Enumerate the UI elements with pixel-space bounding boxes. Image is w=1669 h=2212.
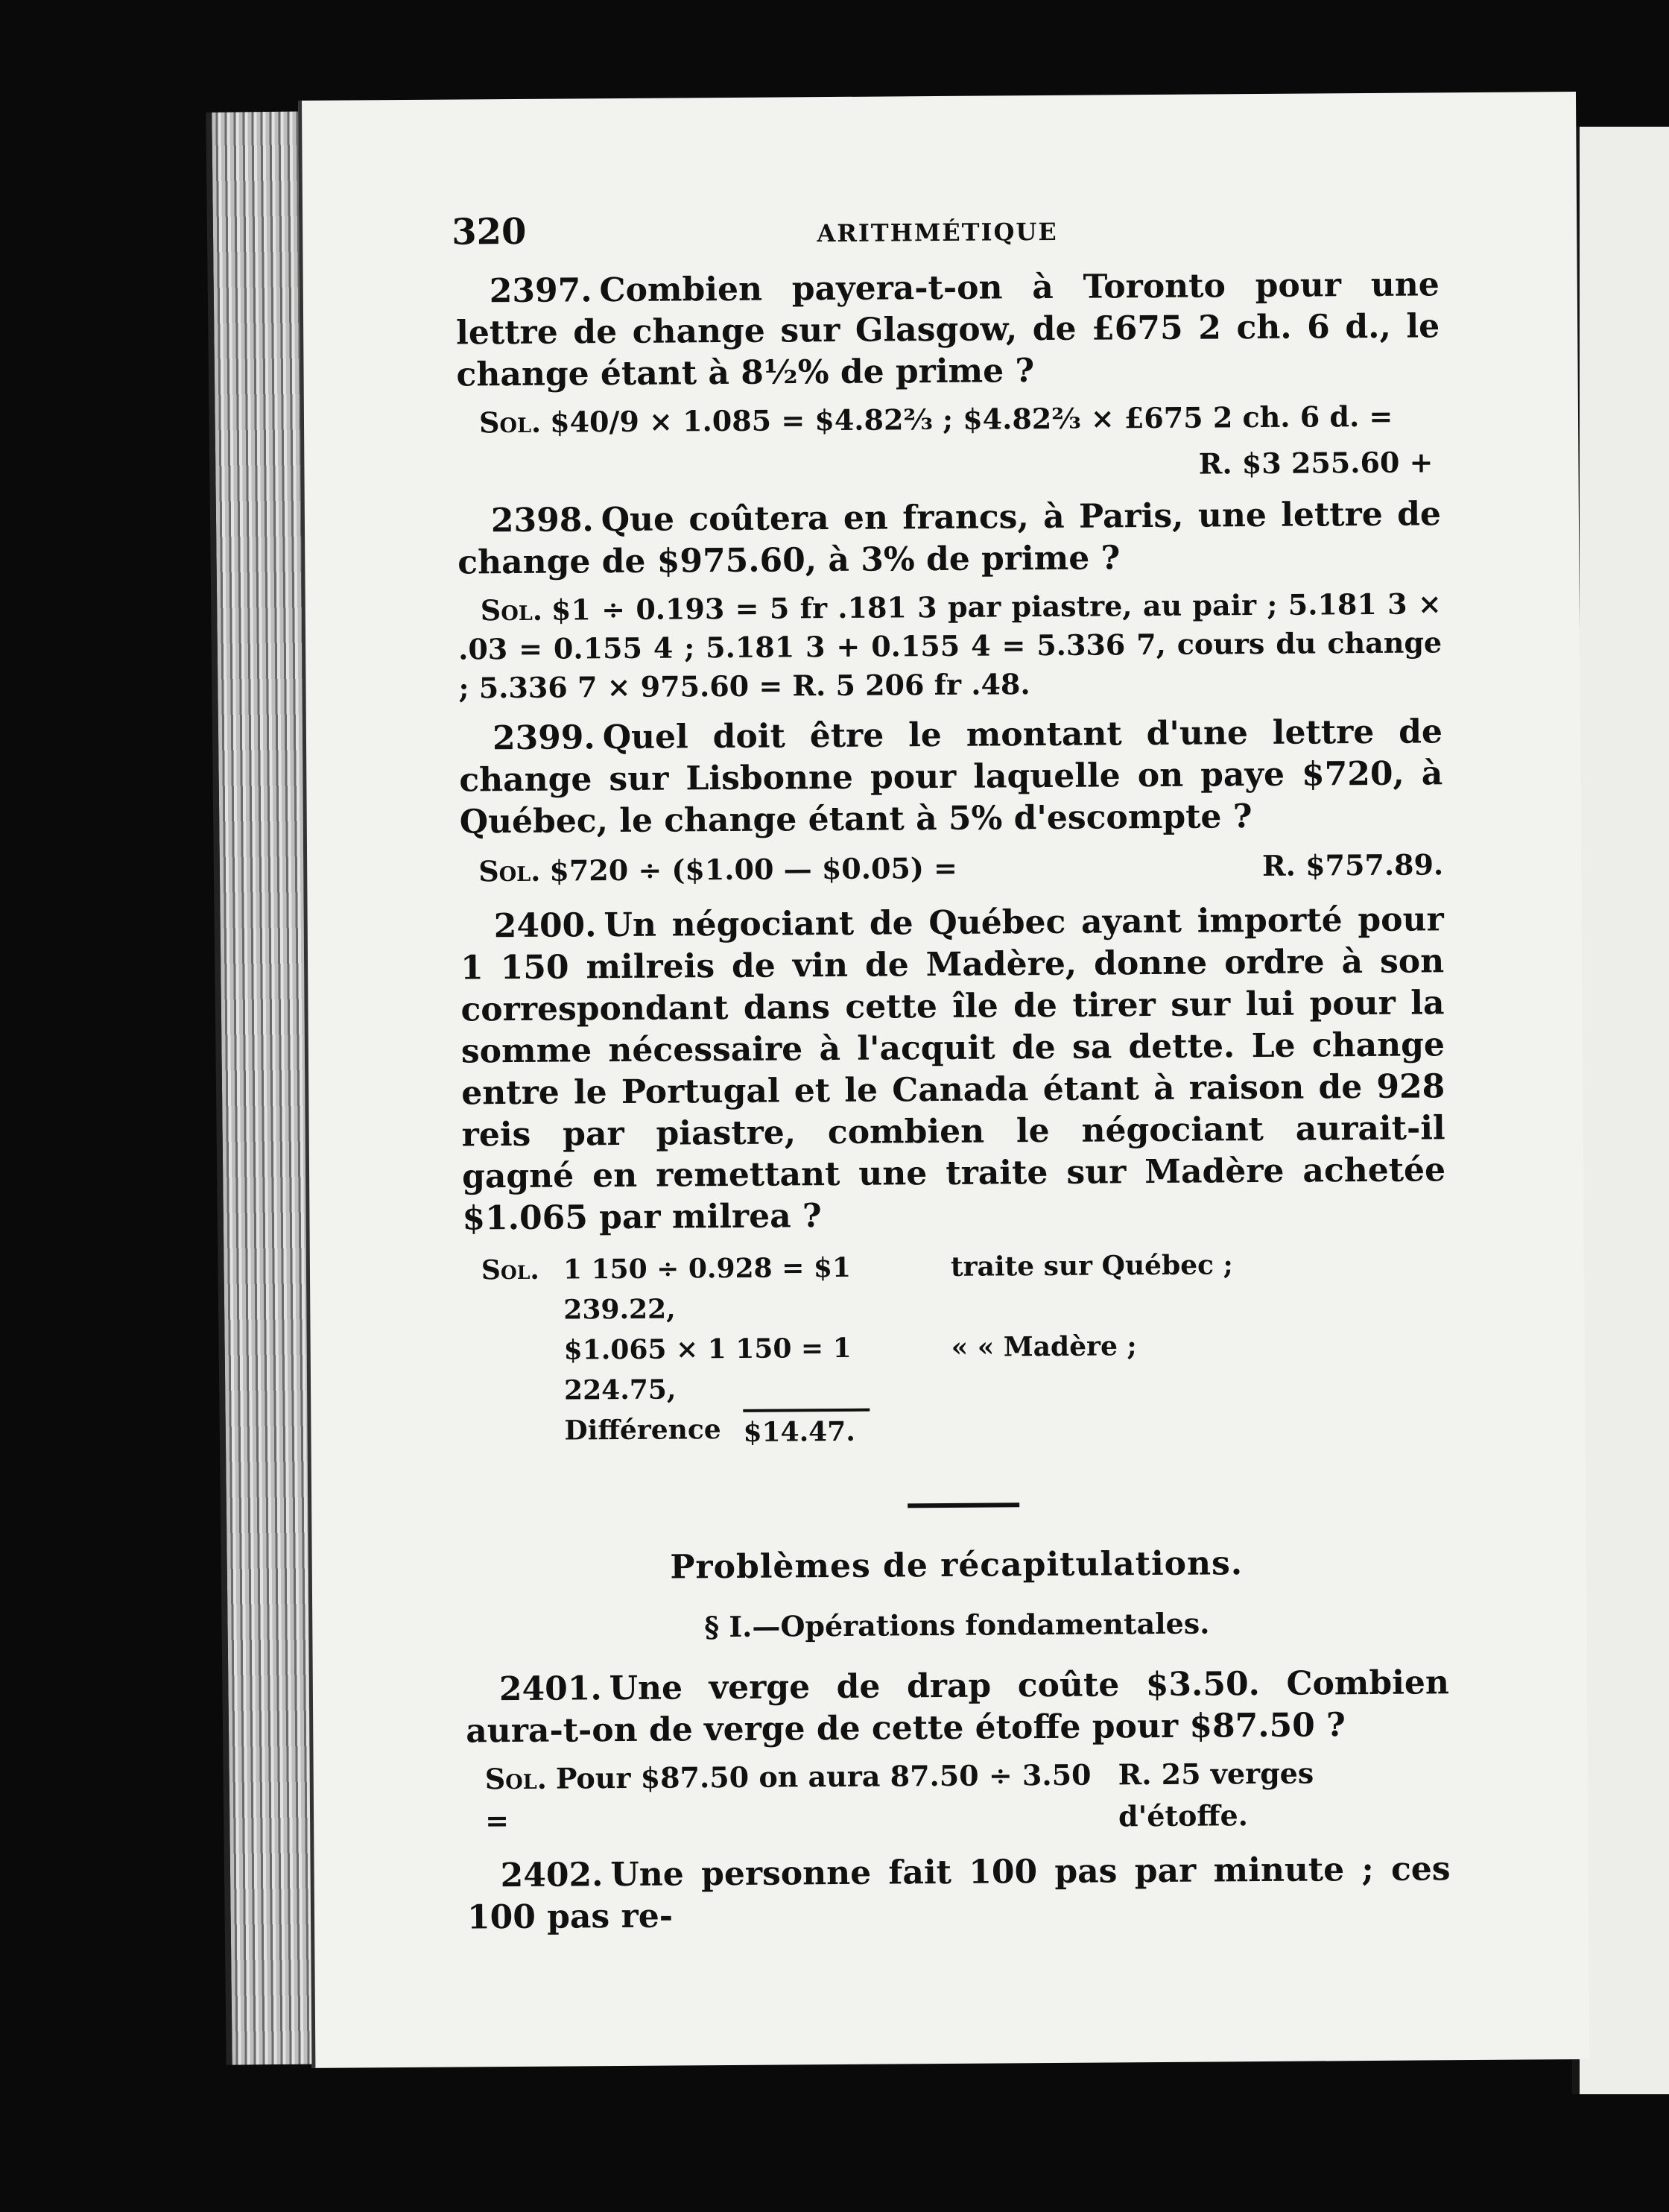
solution-label: Sol. <box>480 592 543 628</box>
solution-text <box>485 1754 1119 1842</box>
solution-2397-result: R. $3 255.60 + <box>1198 445 1434 481</box>
page-header <box>452 204 1440 271</box>
solution-text: $1 ÷ 0.193 = 5 fr .181 3 par piastre, au pair ; 5.181 3 × .03 = 0.155 4 ; 5.181 3 + 0.155 4 = 5.336 7, cours du change ; 5.336 7 × 975.60 = R. 5 206 fr .48. <box>457 587 1442 705</box>
problem-text: Une personne fait 100 pas par minute ; ces 100 pas re- <box>466 1850 1451 1937</box>
problem-text: Que coûtera en francs, à Paris, une lettre de change de $975.60, à 3% de prime ? <box>457 495 1442 582</box>
calc-value: 1 224.75, <box>563 1332 852 1406</box>
difference-value: $14.47. <box>743 1409 870 1453</box>
solution-expression: Pour $87.50 on aura 87.50 ÷ 3.50 = <box>484 1757 1092 1838</box>
calc-expression: $1.065 × 1 150 = 1 224.75, <box>563 1332 852 1406</box>
problem-2399 <box>459 711 1443 843</box>
solution-result: R. $757.89. <box>1261 847 1444 882</box>
calc-row-difference <box>482 1404 1447 1454</box>
calc-expression: 1 150 ÷ 0.928 = $1 239.22, <box>563 1251 852 1326</box>
problem-2401 <box>466 1662 1450 1752</box>
solution-2401 <box>485 1751 1451 1842</box>
problem-number: 2398. <box>490 501 594 540</box>
solution-text <box>478 847 957 892</box>
problem-text: Un négociant de Québec ayant importé pour 1 150 milreis de vin de Madère, donne ordre à son correspondant dans cette île de tirer sur lui pour la somme nécessaire à l'acquit de sa dette. Le change entre le Portugal et le Canada étant à raison de 928 reis par piastre, combien le négociant aurait-il gagné en remettant une traite sur Madère achetée $1.065 par milrea ? <box>460 900 1446 1238</box>
section-title: Problèmes de récapitulations. <box>670 1544 1244 1587</box>
solution-2400 <box>481 1243 1448 1454</box>
running-title: ARITHMÉTIQUE <box>817 217 1058 248</box>
solution-2397 <box>457 396 1440 442</box>
problem-text: Combien payera-t-on à Toronto pour une lettre de change sur Glasgow, de £675 2 ch. 6 d., le change étant à 8½% de prime ? <box>456 265 1440 394</box>
problem-2398 <box>457 493 1442 584</box>
calc-row <box>482 1324 1448 1411</box>
problem-2397 <box>456 264 1440 396</box>
solution-2399 <box>478 844 1443 892</box>
solution-label: Sol. <box>478 405 542 440</box>
problem-2402 <box>466 1848 1451 1938</box>
calc-note: « « Madère ; <box>951 1330 1137 1363</box>
problem-number: 2401. <box>498 1669 602 1709</box>
solution-2398 <box>458 584 1442 707</box>
problem-text: Une verge de drap coûte $3.50. Combien aura-t-on de verge de cette étoffe pour $87.50 ? <box>466 1663 1450 1751</box>
calc-row <box>481 1243 1447 1330</box>
page-number: 320 <box>452 210 527 253</box>
problem-number: 2402. <box>500 1856 604 1895</box>
difference-label: Différence <box>564 1414 721 1447</box>
problem-2400 <box>460 899 1446 1239</box>
problem-number: 2400. <box>493 906 597 946</box>
solution-text: $40/9 × 1.085 = $4.82⅔ ; $4.82⅔ × £675 2 ch. 6 d. = <box>550 399 1393 439</box>
solution-label: Sol. <box>484 1761 548 1796</box>
problem-number: 2399. <box>492 718 595 758</box>
solution-label: Sol. <box>478 853 541 888</box>
problem-number: 2397. <box>489 271 592 311</box>
calc-note: traite sur Québec ; <box>950 1249 1233 1283</box>
solution-label: Sol. <box>481 1254 539 1286</box>
page-content <box>452 204 1451 1938</box>
subsection-title: § I.—Opérations fondamentales. <box>704 1606 1210 1644</box>
solution-result: R. 25 verges d'étoffe. <box>1118 1756 1314 1833</box>
book-page <box>298 92 1589 2068</box>
problem-text: Quel doit être le montant d'une lettre de change sur Lisbonne pour laquelle on paye $720, à Québec, le change étant à 5% d'escompte ? <box>459 712 1443 841</box>
section-divider <box>908 1502 1019 1508</box>
solution-expression: $720 ÷ ($1.00 — $0.05) = <box>549 850 958 888</box>
